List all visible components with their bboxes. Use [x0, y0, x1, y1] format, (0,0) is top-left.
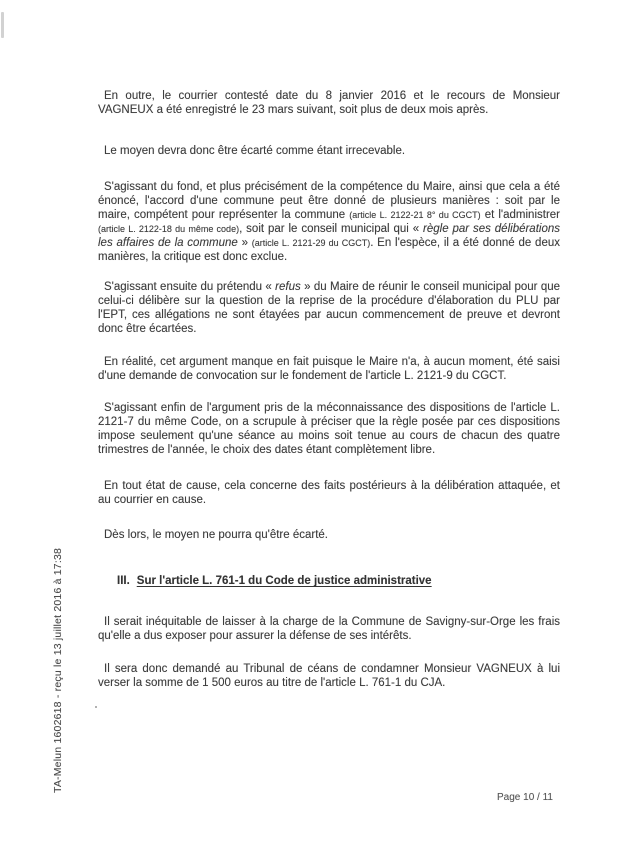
- section-title: Sur l'article L. 761-1 du Code de justice administrative: [136, 575, 432, 587]
- paragraph-demande-tribunal: Il sera donc demandé au Tribunal de céans de condamner Monsieur VAGNEUX à lui verser la somme de 1 500 euros au titre de l'article L. 761-1 du CJA.: [98, 663, 560, 689]
- paragraph-tout-etat-de-cause: En tout état de cause, cela concerne des faits postérieurs à la délibération attaquée, et au courrier en cause.: [98, 480, 560, 506]
- paragraph-des-lors: Dès lors, le moyen ne pourra qu'être écarté.: [104, 529, 329, 541]
- paragraph-moyen-ecarte: Le moyen devra donc être écarté comme étant irrecevable.: [104, 145, 406, 157]
- section-number: III.: [117, 575, 130, 587]
- scan-artifact-edge: [1, 12, 4, 38]
- paragraph-pretendu-refus: S'agissant ensuite du prétendu « refus » du Maire de réunir le conseil municipal pour que celui-ci délibère sur la question de la reprise de la procédure d'élaboration du PLU par l'EPT, ces allégations ne sont étayées par aucun commencement de preuve et devront donc être écartées.: [98, 281, 561, 335]
- paragraph-en-outre: En outre, le courrier contesté date du 8 janvier 2016 et le recours de Monsieur VAGNEUX a été enregistré le 23 mars suivant, soit plus de deux mois après.: [98, 90, 560, 116]
- paragraph-sagissant-du-fond: S'agissant du fond, et plus précisément de la compétence du Maire, ainsi que cela a été énoncé, l'accord d'une commune peut être donné de plusieurs manières : soit par le maire, compétent pour représenter la commune (article L. 2122-21 8° du CGCT) et l'administrer (article L. 2122-18 du même code), soit par le conseil municipal qui « règle par ses délibérations les affaires de la commune » (article L. 2121-29 du CGCT). En l'espèce, il a été donné de deux manières, la critique est donc exclue.: [98, 181, 560, 263]
- fax-receipt-stamp: TA-Melun 1602618 - reçu le 13 juillet 2016 à 17:38: [52, 547, 64, 793]
- page-number: Page 10 / 11: [497, 792, 553, 803]
- scan-artifact-dot: [95, 706, 97, 708]
- section-heading: [98, 574, 579, 588]
- paragraph-sagissant-enfin: S'agissant enfin de l'argument pris de la méconnaissance des dispositions de l'article L. 2121-7 du même Code, on a scrupule à préciser que la règle posée par ces dispositions impose seulement qu'une séance au moins soit tenue au cours de chacun des quatre trimestres de l'année, le choix des dates étant complètement libre.: [98, 402, 560, 456]
- paragraph-inequitable: Il serait inéquitable de laisser à la charge de la Commune de Savigny-sur-Orge les frais qu'elle a dus exposer pour assurer la défense de ses intérêts.: [98, 616, 560, 642]
- paragraph-en-realite: En réalité, cet argument manque en fait puisque le Maire n'a, à aucun moment, été saisi d'une demande de convocation sur le fondement de l'article L. 2121-9 du CGCT.: [98, 356, 560, 382]
